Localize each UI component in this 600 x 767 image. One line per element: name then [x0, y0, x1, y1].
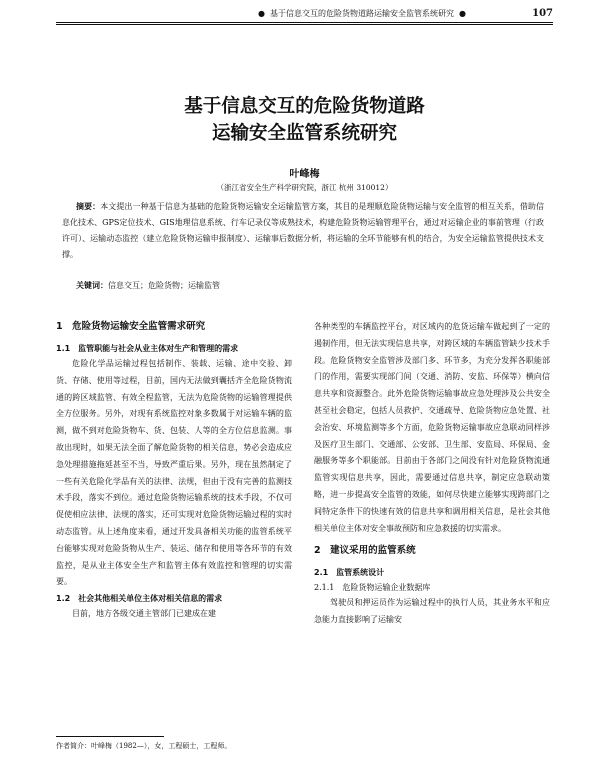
author: 叶峰梅: [289, 169, 320, 180]
title-line-2: 运输安全监管系统研究: [211, 123, 397, 144]
footnote: 作者简介：叶峰梅（1982—），女，工程硕士，工程师。: [56, 742, 232, 750]
section-1-heading: 1 危险货物运输安全监管需求研究: [56, 321, 206, 332]
paper-title: [56, 93, 553, 147]
footnote-rule: [56, 736, 164, 737]
keywords: [76, 280, 544, 291]
abstract-text: 本文提出一种基于信息为基础的危险货物运输安全运输监管方案，其目的是理顺危险货物运输与安全监管的相互关系，借助信息化技术、GPS定位技术、GIS地理信息系统、行车记录仪等成熟技术，构建危险货物运输管理平台，通过对运输企业的事前管理（行政许可）、运输动态监控（建立危险货物运输申报制度）、运输事后数据分析，将运输的全环节能够有机的结合，为安全运输监管提供技术支撑。: [62, 202, 544, 259]
section-2-1-1-heading: 2.1.1 危险货物运输企业数据库: [314, 583, 431, 593]
header-rule: [56, 22, 553, 23]
running-head-bullet: ●: [258, 8, 265, 18]
section-2-1-heading: 2.1 监管系统设计: [314, 568, 385, 578]
section-1-1-heading: 1.1 监管职能与社会从业主体对生产和管理的需求: [56, 344, 239, 353]
section-1-1-paragraph: 危险化学品运输过程包括制作、装载、运输、途中交验、卸货、存储、使用等过程，目前，国内无法做到囊括齐全危险货物流通的跨区域监管、有效全程监管，无法为危险货物的运输管理提供全方位服务。另外，对现有系统监控对象多数属于对运输车辆的监测，做不到对危险货物车、货、包装、人等的全方位信息监测。事故出现时，如果无法全面了解危险货物的相关信息，势必会造成应急处理措施拖延甚至不当，导致严重后果。另外，现在虽然制定了一些有关危险化学品有关的法律、法规，但由于没有完善的监测技术手段，落实不到位。通过危险货物运输系统的技术手段，不仅可促使相应法律、法规的落实，还可实现对危险货物运输过程的实时动态监管。从上述角度来看，通过开发具备相关功能的监管系统平台能够实现对危险货物从生产、装运、储存和使用等各环节的有效监控，是从业主体安全生产和监管主体有效监控和管理的切实需要。: [56, 359, 292, 587]
section-1-2-heading: 1.2 社会其他相关单位主体对相关信息的需求: [56, 594, 223, 604]
keywords-text: 信息交互；危险货物；运输监管: [108, 281, 220, 290]
abstract: [62, 198, 544, 263]
left-column: [56, 319, 292, 745]
abstract-label: 摘要：: [76, 201, 101, 211]
section-2-1-1-paragraph: 驾驶员和押运员作为运输过程中的执行人员，其业务水平和应急能力直接影响了运输安: [314, 598, 550, 625]
header-rule-thin: [56, 24, 553, 25]
right-column: [314, 319, 550, 745]
running-head: [258, 6, 553, 20]
running-head-bullet: ●: [458, 8, 466, 18]
running-head-text: 基于信息交互的危险货物道路运输安全监管系统研究: [269, 8, 454, 18]
keywords-label: 关键词：: [76, 280, 108, 290]
continued-paragraph: 各种类型的车辆监控平台，对区域内的危货运输车做起到了一定的遏制作用，但无法实现信息共享，对跨区域的车辆监管缺少技术手段。危险货物安全监管涉及部门多、环节多，为充分发挥各职能部门的作用，需要实现部门间（交通、消防、安监、环保等）横向信息共享和资源整合。此外危险货物运输事故应急处理涉及公共安全甚至社会稳定，包括人员救护、交通疏导、危险货物应急处置、社会治安、环境监测等多个方面，危险货物运输事故应急联动同样涉及医疗卫生部门、交通部、公安部、卫生部、安监局、环保局、金融服务等多个职能部。目前由于各部门之间没有针对危险货物流通监管实现信息共享，因此，需要通过信息共享，制定应急联动策略，进一步提高安全监管的效能，如何尽快建立能够实现跨部门之间特定条件下的快速有效的信息共享和调用相关信息，是社会其他相关单位主体对安全事故预防和应急救援的切实需求。: [314, 322, 550, 533]
page-number: 107: [532, 7, 553, 19]
title-line-1: 基于信息交互的危险货物道路: [184, 96, 425, 117]
affiliation: （浙江省安全生产科学研究院，浙江 杭州 310012）: [216, 183, 393, 192]
section-1-2-paragraph: 目前，地方各级交通主管部门已建成在建: [72, 609, 216, 619]
section-2-heading: 2 建议采用的监管系统: [314, 545, 416, 557]
